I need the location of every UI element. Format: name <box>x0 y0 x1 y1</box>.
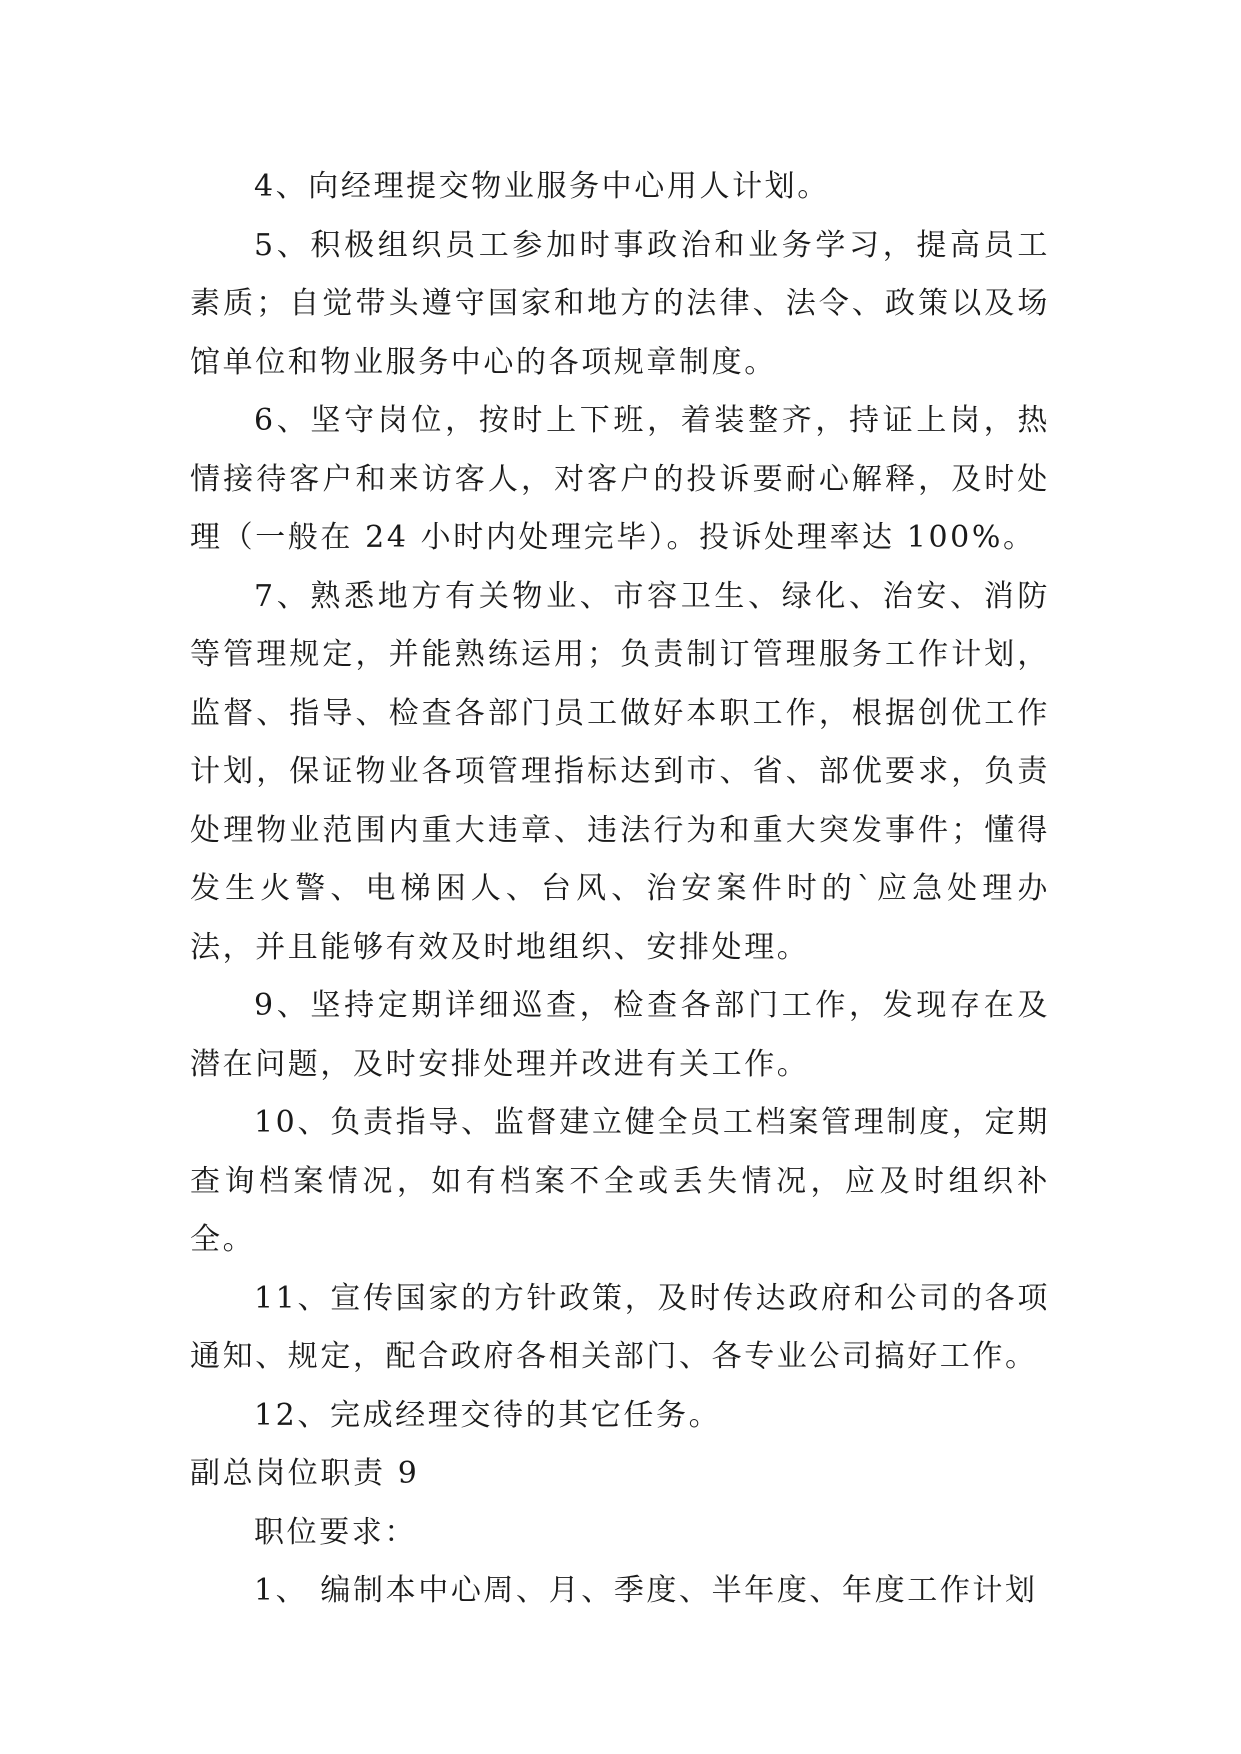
paragraph-item-9: 9、坚持定期详细巡查，检查各部门工作，发现存在及潜在问题，及时安排处理并改进有关工作。 <box>190 988 1050 1082</box>
paragraph-item-4: 4、向经理提交物业服务中心用人计划。 <box>254 169 830 204</box>
paragraph-item-12: 12、完成经理交待的其它任务。 <box>254 1397 722 1433</box>
paragraph-item-6: 6、坚守岗位，按时上下班，着装整齐，持证上岗，热情接待客户和来访客人，对客户的投诉要耐心解释，及时处理（一般在 24 小时内处理完毕）。投诉处理率达 100%。 <box>190 403 1050 555</box>
section-heading: 副总岗位职责 9 <box>190 1456 420 1491</box>
paragraph-item-10: 10、负责指导、监督建立健全员工档案管理制度，定期查询档案情况，如有档案不全或丢失情况，应及时组织补全。 <box>190 1105 1050 1257</box>
paragraph-item-5: 5、积极组织员工参加时事政治和业务学习，提高员工素质；自觉带头遵守国家和地方的法律、法令、政策以及场馆单位和物业服务中心的各项规章制度。 <box>190 227 1050 380</box>
paragraph-item-7: 7、熟悉地方有关物业、市容卫生、绿化、治安、消防等管理规定，并能熟练运用；负责制订管理服务工作计划，监督、指导、检查各部门员工做好本职工作，根据创优工作计划，保证物业各项管理指标达到市、省、部优要求，负责处理物业范围内重大违章、违法行为和重大突发事件；懂得发生火警、电梯困人、台风、治安案件时的`应急处理办法，并且能够有效及时地组织、安排处理。 <box>190 578 1050 965</box>
paragraph-item-11: 11、宣传国家的方针政策，及时传达政府和公司的各项通知、规定，配合政府各相关部门、各专业公司搞好工作。 <box>190 1280 1050 1374</box>
document-body <box>190 158 1050 1621</box>
paragraph-item-1: 1、 编制本中心周、月、季度、半年度、年度工作计划 <box>254 1573 1038 1608</box>
subheading: 职位要求： <box>254 1514 417 1550</box>
